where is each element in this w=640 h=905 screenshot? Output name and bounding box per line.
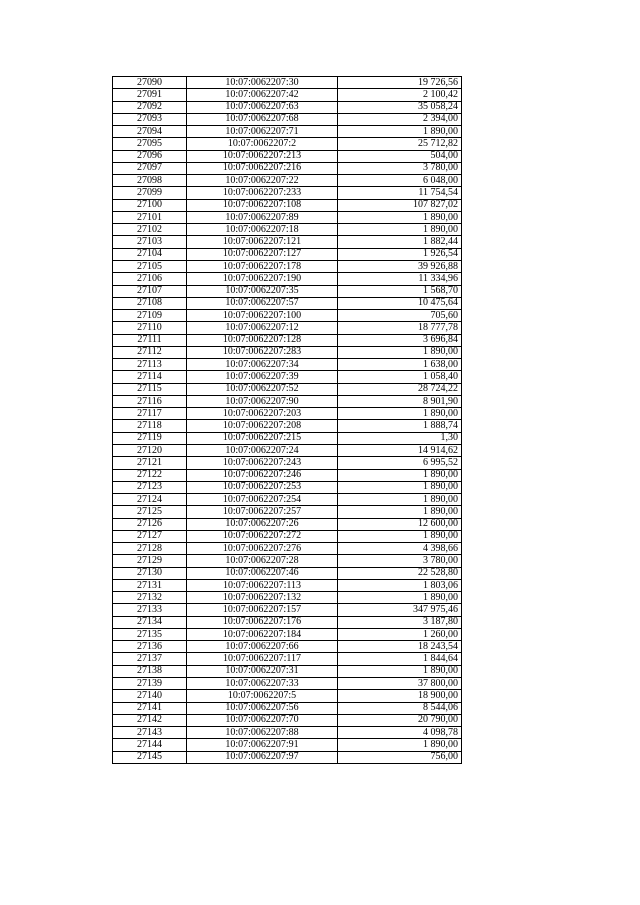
amount-cell: 107 827,02 [338, 199, 462, 211]
cadastral-number-cell: 10:07:0062207:68 [187, 113, 338, 125]
table-row [113, 297, 462, 309]
row-number-cell: 27100 [113, 199, 187, 211]
row-number-cell: 27107 [113, 285, 187, 297]
row-number-cell: 27106 [113, 273, 187, 285]
row-number-cell: 27132 [113, 592, 187, 604]
amount-cell: 10 475,64 [338, 297, 462, 309]
row-number-cell: 27126 [113, 518, 187, 530]
cadastral-number-cell: 10:07:0062207:52 [187, 383, 338, 395]
row-number-cell: 27115 [113, 383, 187, 395]
amount-cell: 504,00 [338, 150, 462, 162]
row-number-cell: 27135 [113, 628, 187, 640]
row-number-cell: 27090 [113, 77, 187, 89]
amount-cell: 1 058,40 [338, 371, 462, 383]
cadastral-number-cell: 10:07:0062207:257 [187, 506, 338, 518]
row-number-cell: 27136 [113, 641, 187, 653]
table-row [113, 346, 462, 358]
table-row [113, 702, 462, 714]
cadastral-number-cell: 10:07:0062207:22 [187, 175, 338, 187]
cadastral-number-cell: 10:07:0062207:203 [187, 408, 338, 420]
table-row [113, 248, 462, 260]
table-row [113, 641, 462, 653]
cadastral-number-cell: 10:07:0062207:178 [187, 260, 338, 272]
cadastral-number-cell: 10:07:0062207:2 [187, 138, 338, 150]
amount-cell: 18 243,54 [338, 641, 462, 653]
amount-cell: 1 890,00 [338, 224, 462, 236]
row-number-cell: 27128 [113, 543, 187, 555]
amount-cell: 1 890,00 [338, 592, 462, 604]
cadastral-number-cell: 10:07:0062207:56 [187, 702, 338, 714]
amount-cell: 4 098,78 [338, 727, 462, 739]
amount-cell: 1 888,74 [338, 420, 462, 432]
cadastral-number-cell: 10:07:0062207:18 [187, 224, 338, 236]
amount-cell: 39 926,88 [338, 260, 462, 272]
row-number-cell: 27119 [113, 432, 187, 444]
amount-cell: 6 048,00 [338, 175, 462, 187]
amount-cell: 1 890,00 [338, 408, 462, 420]
table-row [113, 89, 462, 101]
table-row [113, 678, 462, 690]
table-row [113, 359, 462, 371]
row-number-cell: 27097 [113, 162, 187, 174]
row-number-cell: 27113 [113, 359, 187, 371]
cadastral-number-cell: 10:07:0062207:39 [187, 371, 338, 383]
amount-cell: 2 394,00 [338, 113, 462, 125]
amount-cell: 3 696,84 [338, 334, 462, 346]
amount-cell: 1 890,00 [338, 211, 462, 223]
table-row [113, 616, 462, 628]
amount-cell: 25 712,82 [338, 138, 462, 150]
cadastral-number-cell: 10:07:0062207:57 [187, 297, 338, 309]
cadastral-number-cell: 10:07:0062207:90 [187, 395, 338, 407]
cadastral-number-cell: 10:07:0062207:190 [187, 273, 338, 285]
amount-cell: 14 914,62 [338, 444, 462, 456]
cadastral-number-cell: 10:07:0062207:89 [187, 211, 338, 223]
table-row [113, 543, 462, 555]
table-row [113, 690, 462, 702]
table-row [113, 432, 462, 444]
cadastral-number-cell: 10:07:0062207:33 [187, 678, 338, 690]
table-row [113, 444, 462, 456]
amount-cell: 8 544,06 [338, 702, 462, 714]
table-row [113, 236, 462, 248]
cadastral-number-cell: 10:07:0062207:97 [187, 751, 338, 763]
table-row [113, 175, 462, 187]
cadastral-number-cell: 10:07:0062207:233 [187, 187, 338, 199]
amount-cell: 35 058,24 [338, 101, 462, 113]
table-row [113, 371, 462, 383]
row-number-cell: 27129 [113, 555, 187, 567]
table-row [113, 592, 462, 604]
cadastral-number-cell: 10:07:0062207:246 [187, 469, 338, 481]
row-number-cell: 27120 [113, 444, 187, 456]
table-row [113, 530, 462, 542]
row-number-cell: 27123 [113, 481, 187, 493]
row-number-cell: 27104 [113, 248, 187, 260]
row-number-cell: 27101 [113, 211, 187, 223]
table-row [113, 555, 462, 567]
cadastral-number-cell: 10:07:0062207:132 [187, 592, 338, 604]
row-number-cell: 27116 [113, 395, 187, 407]
cadastral-number-cell: 10:07:0062207:184 [187, 628, 338, 640]
table-row [113, 481, 462, 493]
cadastral-number-cell: 10:07:0062207:5 [187, 690, 338, 702]
row-number-cell: 27144 [113, 739, 187, 751]
amount-cell: 18 900,00 [338, 690, 462, 702]
amount-cell: 1,30 [338, 432, 462, 444]
amount-cell: 37 800,00 [338, 678, 462, 690]
amount-cell: 1 890,00 [338, 469, 462, 481]
amount-cell: 1 890,00 [338, 530, 462, 542]
amount-cell: 8 901,90 [338, 395, 462, 407]
amount-cell: 4 398,66 [338, 543, 462, 555]
cadastral-number-cell: 10:07:0062207:42 [187, 89, 338, 101]
row-number-cell: 27142 [113, 714, 187, 726]
row-number-cell: 27095 [113, 138, 187, 150]
row-number-cell: 27121 [113, 457, 187, 469]
table-row [113, 383, 462, 395]
cadastral-number-cell: 10:07:0062207:26 [187, 518, 338, 530]
row-number-cell: 27143 [113, 727, 187, 739]
amount-cell: 1 890,00 [338, 739, 462, 751]
cadastral-number-cell: 10:07:0062207:216 [187, 162, 338, 174]
table-row [113, 273, 462, 285]
table-row [113, 665, 462, 677]
row-number-cell: 27103 [113, 236, 187, 248]
row-number-cell: 27145 [113, 751, 187, 763]
cadastral-number-cell: 10:07:0062207:70 [187, 714, 338, 726]
table-row [113, 506, 462, 518]
cadastral-number-cell: 10:07:0062207:71 [187, 126, 338, 138]
amount-cell: 347 975,46 [338, 604, 462, 616]
amount-cell: 18 777,78 [338, 322, 462, 334]
amount-cell: 1 926,54 [338, 248, 462, 260]
table-row [113, 518, 462, 530]
table-row [113, 77, 462, 89]
cadastral-number-cell: 10:07:0062207:127 [187, 248, 338, 260]
amount-cell: 1 890,00 [338, 506, 462, 518]
amount-cell: 1 882,44 [338, 236, 462, 248]
row-number-cell: 27102 [113, 224, 187, 236]
row-number-cell: 27122 [113, 469, 187, 481]
amount-cell: 1 890,00 [338, 346, 462, 358]
cadastral-number-cell: 10:07:0062207:28 [187, 555, 338, 567]
row-number-cell: 27140 [113, 690, 187, 702]
table-row [113, 739, 462, 751]
amount-cell: 19 726,56 [338, 77, 462, 89]
amount-cell: 1 568,70 [338, 285, 462, 297]
row-number-cell: 27138 [113, 665, 187, 677]
amount-cell: 11 754,54 [338, 187, 462, 199]
table-row [113, 494, 462, 506]
row-number-cell: 27105 [113, 260, 187, 272]
amount-cell: 6 995,52 [338, 457, 462, 469]
table-row [113, 260, 462, 272]
table-row [113, 408, 462, 420]
table-row [113, 199, 462, 211]
row-number-cell: 27134 [113, 616, 187, 628]
amount-cell: 1 803,06 [338, 579, 462, 591]
amount-cell: 1 890,00 [338, 494, 462, 506]
cadastral-number-cell: 10:07:0062207:157 [187, 604, 338, 616]
row-number-cell: 27139 [113, 678, 187, 690]
cadastral-number-cell: 10:07:0062207:276 [187, 543, 338, 555]
table-row [113, 653, 462, 665]
row-number-cell: 27112 [113, 346, 187, 358]
amount-cell: 756,00 [338, 751, 462, 763]
table-row [113, 604, 462, 616]
cadastral-number-cell: 10:07:0062207:243 [187, 457, 338, 469]
cadastral-number-cell: 10:07:0062207:88 [187, 727, 338, 739]
row-number-cell: 27094 [113, 126, 187, 138]
row-number-cell: 27114 [113, 371, 187, 383]
row-number-cell: 27110 [113, 322, 187, 334]
table-row [113, 395, 462, 407]
amount-cell: 3 780,00 [338, 555, 462, 567]
table-row [113, 126, 462, 138]
amount-cell: 1 890,00 [338, 665, 462, 677]
table-row [113, 567, 462, 579]
table-row [113, 224, 462, 236]
row-number-cell: 27092 [113, 101, 187, 113]
amount-cell: 22 528,80 [338, 567, 462, 579]
cadastral-number-cell: 10:07:0062207:254 [187, 494, 338, 506]
table-row [113, 113, 462, 125]
table-row [113, 420, 462, 432]
cadastral-number-cell: 10:07:0062207:108 [187, 199, 338, 211]
amount-cell: 1 844,64 [338, 653, 462, 665]
amount-cell: 28 724,22 [338, 383, 462, 395]
cadastral-number-cell: 10:07:0062207:176 [187, 616, 338, 628]
cadastral-number-cell: 10:07:0062207:34 [187, 359, 338, 371]
cadastral-number-cell: 10:07:0062207:100 [187, 310, 338, 322]
row-number-cell: 27117 [113, 408, 187, 420]
cadastral-number-cell: 10:07:0062207:91 [187, 739, 338, 751]
table-row [113, 469, 462, 481]
cadastral-number-cell: 10:07:0062207:213 [187, 150, 338, 162]
cadastral-number-cell: 10:07:0062207:66 [187, 641, 338, 653]
cadastral-number-cell: 10:07:0062207:12 [187, 322, 338, 334]
amount-cell: 20 790,00 [338, 714, 462, 726]
table-row [113, 187, 462, 199]
row-number-cell: 27133 [113, 604, 187, 616]
row-number-cell: 27108 [113, 297, 187, 309]
amount-cell: 705,60 [338, 310, 462, 322]
row-number-cell: 27091 [113, 89, 187, 101]
row-number-cell: 27111 [113, 334, 187, 346]
table-row [113, 751, 462, 763]
cadastral-number-cell: 10:07:0062207:35 [187, 285, 338, 297]
cadastral-number-cell: 10:07:0062207:31 [187, 665, 338, 677]
cadastral-number-cell: 10:07:0062207:272 [187, 530, 338, 542]
table-row [113, 714, 462, 726]
table-row [113, 285, 462, 297]
cadastral-number-cell: 10:07:0062207:283 [187, 346, 338, 358]
cadastral-number-cell: 10:07:0062207:128 [187, 334, 338, 346]
row-number-cell: 27099 [113, 187, 187, 199]
cadastral-table [112, 76, 462, 764]
amount-cell: 1 890,00 [338, 126, 462, 138]
cadastral-number-cell: 10:07:0062207:121 [187, 236, 338, 248]
table-row [113, 579, 462, 591]
table-row [113, 138, 462, 150]
table-row [113, 310, 462, 322]
table-row [113, 334, 462, 346]
row-number-cell: 27141 [113, 702, 187, 714]
cadastral-number-cell: 10:07:0062207:30 [187, 77, 338, 89]
row-number-cell: 27130 [113, 567, 187, 579]
table-row [113, 211, 462, 223]
table-row [113, 101, 462, 113]
amount-cell: 11 334,96 [338, 273, 462, 285]
cadastral-number-cell: 10:07:0062207:117 [187, 653, 338, 665]
cadastral-number-cell: 10:07:0062207:24 [187, 444, 338, 456]
cadastral-number-cell: 10:07:0062207:253 [187, 481, 338, 493]
cadastral-number-cell: 10:07:0062207:113 [187, 579, 338, 591]
amount-cell: 1 890,00 [338, 481, 462, 493]
amount-cell: 3 187,80 [338, 616, 462, 628]
amount-cell: 1 638,00 [338, 359, 462, 371]
cadastral-number-cell: 10:07:0062207:63 [187, 101, 338, 113]
row-number-cell: 27098 [113, 175, 187, 187]
amount-cell: 3 780,00 [338, 162, 462, 174]
row-number-cell: 27118 [113, 420, 187, 432]
table-row [113, 322, 462, 334]
row-number-cell: 27125 [113, 506, 187, 518]
amount-cell: 2 100,42 [338, 89, 462, 101]
row-number-cell: 27096 [113, 150, 187, 162]
table-row [113, 150, 462, 162]
cadastral-number-cell: 10:07:0062207:215 [187, 432, 338, 444]
row-number-cell: 27093 [113, 113, 187, 125]
cadastral-number-cell: 10:07:0062207:208 [187, 420, 338, 432]
row-number-cell: 27109 [113, 310, 187, 322]
amount-cell: 1 260,00 [338, 628, 462, 640]
row-number-cell: 27127 [113, 530, 187, 542]
table-row [113, 727, 462, 739]
row-number-cell: 27124 [113, 494, 187, 506]
table-row [113, 628, 462, 640]
cadastral-number-cell: 10:07:0062207:46 [187, 567, 338, 579]
amount-cell: 12 600,00 [338, 518, 462, 530]
row-number-cell: 27137 [113, 653, 187, 665]
row-number-cell: 27131 [113, 579, 187, 591]
table-body [113, 77, 462, 764]
table-row [113, 457, 462, 469]
table-row [113, 162, 462, 174]
